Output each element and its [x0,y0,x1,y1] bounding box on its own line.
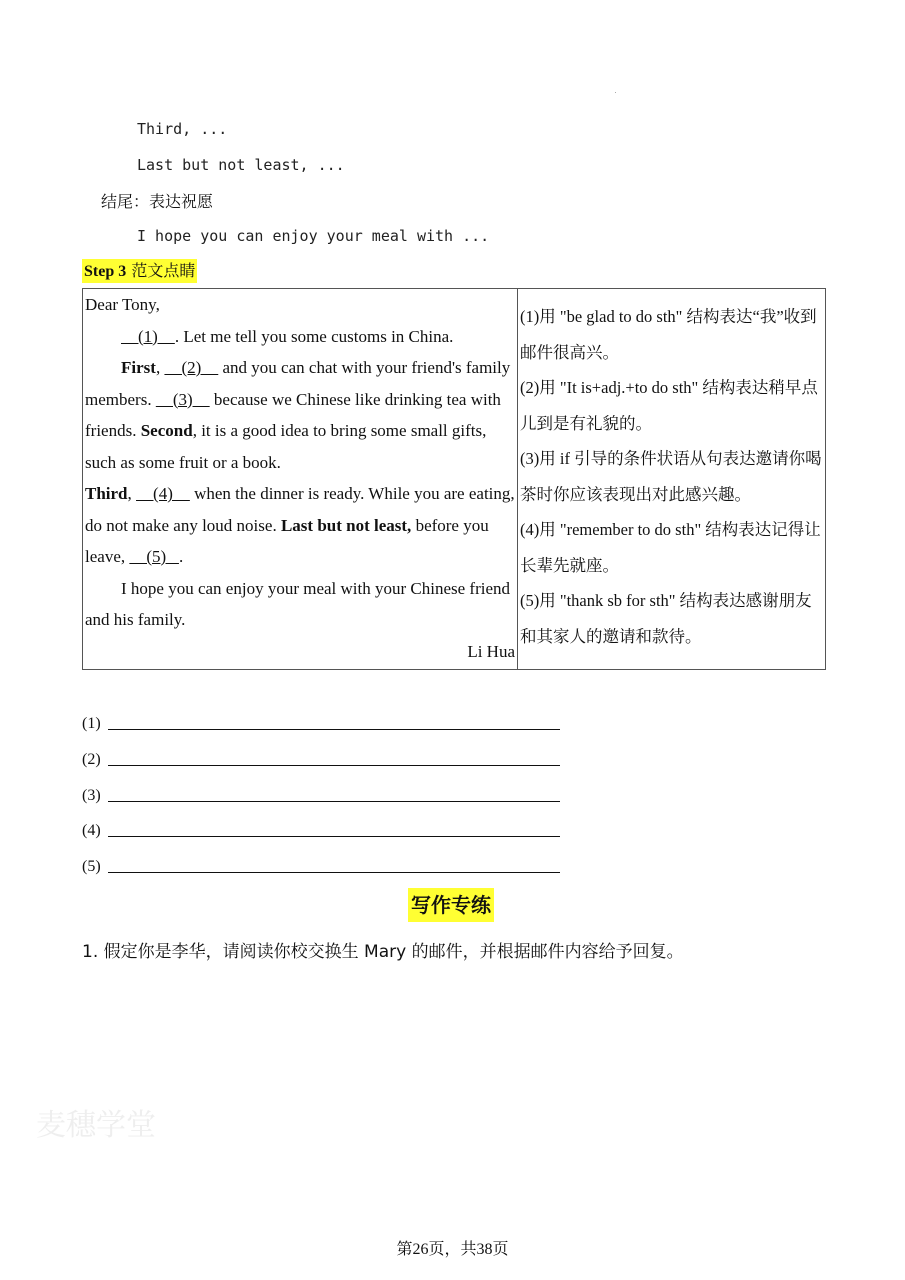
answer-label: (5) [82,858,101,875]
step3-heading [82,259,197,283]
letter [83,289,517,667]
watermark: 麦穗学堂 [36,1108,156,1143]
letter-text: , [127,484,137,503]
letter-greeting: Dear Tony, [85,295,160,314]
answer-line-5[interactable] [82,858,106,876]
letter-text: . [178,547,184,566]
answer-rule [108,729,560,730]
last-keyword: Last but not least, [280,515,412,535]
second-keyword: Second [140,421,193,440]
section-title: 写作专练 [408,888,494,922]
answer-line-2[interactable] [82,751,106,769]
answer-line-4[interactable] [82,822,106,840]
note-2: (2)用 "It is+adj.+to do sth" 结构表达稍早点儿到是有礼貌的。 [520,378,818,433]
letter-text: , [155,358,165,377]
letter-cell [83,289,518,670]
blank-4: (4) [136,484,190,503]
outline-ending-sentence: I hope you can enjoy your meal with ... [137,227,490,245]
model-essay-table [82,288,826,670]
third-keyword: Third [85,484,128,503]
outline-ending-label: 结尾：表达祝愿 [101,192,214,211]
letter-text: when the dinner is ready. While you are eating, do not make any loud noise. [85,484,515,535]
blank-1: (1) [121,326,175,346]
answer-rule [108,765,560,766]
task-prompt: 1. 假定你是李华，请阅读你校交换生 Mary 的邮件，并根据邮件内容给予回复。 [82,942,684,962]
step3-title: 范文点睛 [131,261,196,280]
answer-rule [108,801,560,802]
answer-label: (2) [82,751,101,768]
outline-third: Third, ... [137,120,228,138]
answer-label: (1) [82,715,101,732]
step3-number: Step 3 [84,263,127,280]
answer-rule [108,872,560,873]
letter-text: . Let me tell you some customs in China. [174,326,454,346]
blank-2: (2) [164,358,219,377]
letter-paragraph-4: I hope you can enjoy your meal with your Chinese friend and his family. [85,578,511,629]
answer-rule [108,836,560,837]
letter-paragraph-3 [85,478,515,573]
answer-label: (4) [82,822,101,839]
note-3: (3)用 if 引导的条件状语从句表达邀请你喝茶时你应该表现出对此感兴趣。 [520,449,822,504]
notes-cell [518,289,826,670]
answer-label: (3) [82,787,101,804]
blank-5: (5) [129,547,179,566]
letter-paragraph-2 [85,352,515,478]
letter-text: and you can chat with your friend's family members. [85,358,511,409]
note-5: (5)用 "thank sb for sth" 结构表达感谢朋友和其家人的邀请和款待。 [520,591,812,646]
answer-line-1[interactable] [82,715,106,733]
answer-line-3[interactable] [82,787,106,805]
blank-3: (3) [155,389,210,409]
note-4: (4)用 "remember to do sth" 结构表达记得让长辈先就座。 [520,520,821,575]
note-1: (1)用 "be glad to do sth" 结构表达“我”收到邮件很高兴。 [520,307,817,362]
letter-paragraph-1 [85,321,515,353]
letter-text: , it is a good idea to bring some small gifts, such as some fruit or a book. [85,421,487,472]
letter-text: before you leave, [85,515,489,566]
notes [518,289,825,654]
letter-signature: Li Hua [467,641,515,661]
page-footer: 第26页，共38页 [396,1241,509,1258]
speck [615,92,616,93]
first-keyword: First [121,358,156,377]
outline-last: Last but not least, ... [137,156,345,174]
letter-text: because we Chinese like drinking tea with friends. [85,389,501,440]
